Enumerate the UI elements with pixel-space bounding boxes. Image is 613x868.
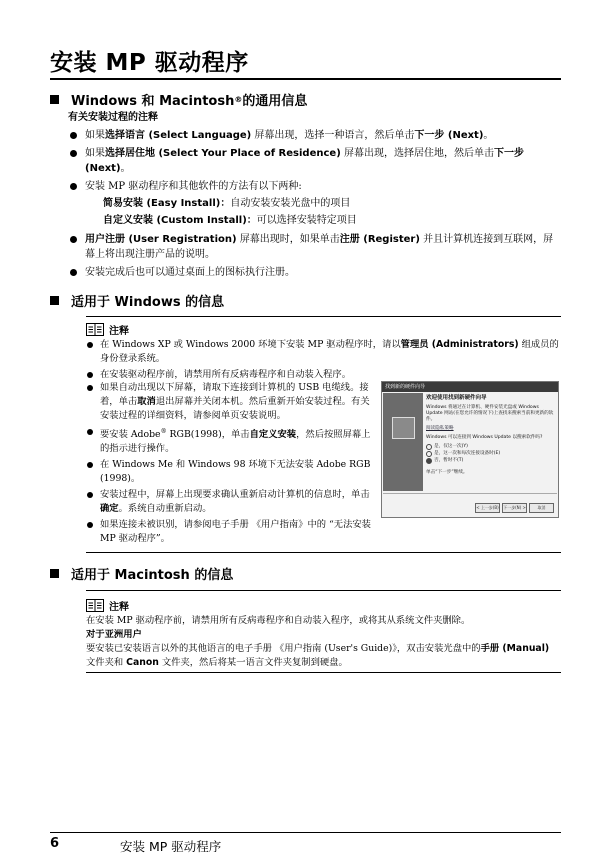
- general-heading-pre: Windows 和 Macintosh: [71, 94, 235, 109]
- text: 安装过程中，屏幕上出现要求确认重新启动计算机的信息时，单击: [100, 489, 370, 501]
- list-item-select-residence: [68, 146, 561, 176]
- text: 。: [120, 163, 131, 174]
- dialog-paragraph: Windows 将通过在计算机、硬件安装光盘或 Windows Update 网站(在您允许的情况下)上查找来搜索当前和更新的软件。: [426, 405, 554, 422]
- windows-note-header: [86, 322, 129, 337]
- keyword: 选择居住地 (Select Your Place of Residence): [105, 148, 341, 159]
- note-top-rule: [86, 590, 561, 591]
- registered-mark: ®: [234, 95, 243, 104]
- keyword: 下一步 (Next): [414, 130, 484, 141]
- page-number: 6: [50, 836, 60, 851]
- square-bullet-icon: [50, 95, 59, 104]
- radio-label: 是，这一次和每次连接设备时(E): [434, 451, 501, 456]
- section-heading-mac: [50, 564, 233, 583]
- next-button: 下一步(N) >: [502, 503, 527, 513]
- keyword: 下一步 (Next): [85, 148, 524, 174]
- list-item-user-registration: [68, 232, 561, 262]
- text: 文件夹，然后将某一语言文件夹复制到硬盘。: [158, 657, 348, 668]
- keyword: 用户注册 (User Registration): [85, 234, 237, 245]
- keyword: 确定: [100, 503, 119, 515]
- general-content: [68, 110, 561, 283]
- dialog-question: Windows 可以连接到 Windows Update 以搜索软件吗?: [426, 435, 543, 440]
- keyword: 手册 (Manual): [480, 643, 550, 654]
- text: 如果自动出现以下屏幕，请取下连接到计算机的 USB 电缆线。接着，单击: [100, 382, 369, 407]
- section-heading-general: [50, 90, 307, 109]
- book-icon: [86, 599, 104, 612]
- section-heading-windows: [50, 291, 224, 310]
- text: ，然后按照屏幕上的指示进行操作。: [100, 429, 371, 455]
- note-item-restart: [86, 488, 376, 516]
- note-top-rule: [86, 316, 561, 317]
- back-button: < 上一步(B): [475, 503, 500, 513]
- text: 组成员的身份登录系统。: [100, 339, 559, 364]
- text: 在 Windows XP 或 Windows 2000 环境下安装 MP 驱动程序时，请以: [100, 339, 401, 350]
- footer-title: 安装 MP 驱动程序: [120, 839, 222, 854]
- text: 如果: [85, 148, 105, 159]
- mac-note-line1: 在安装 MP 驱动程序前，请禁用所有反病毒程序和自动装入程序，或将其从系统文件夹删除。: [86, 615, 471, 626]
- general-subheading: 有关安装过程的注释: [68, 112, 158, 123]
- title-rule: [50, 78, 561, 80]
- note-bottom-rule: [86, 552, 561, 553]
- keyword: 选择语言 (Select Language): [105, 130, 252, 141]
- note-item-usb: [86, 381, 376, 423]
- easy-install-label: 简易安装 (Easy Install)：: [103, 198, 231, 209]
- install-methods: [85, 196, 561, 228]
- cancel-button: 取消: [529, 503, 554, 513]
- list-item-select-language: [68, 128, 561, 143]
- dialog-separator: [383, 493, 557, 494]
- custom-install-line: [103, 213, 561, 228]
- radio-option-once: [426, 444, 555, 450]
- text: 并且计算机连接到互联网，屏幕上将出现注册产品的说明。: [85, 234, 554, 260]
- windows-heading: 适用于 Windows 的信息: [71, 295, 225, 310]
- radio-selected-icon: [426, 458, 432, 464]
- square-bullet-icon: [50, 569, 59, 578]
- note-item-adobe-rgb: [86, 425, 376, 456]
- text: 安装 MP 驱动程序和其他软件的方法有以下两种:: [85, 181, 302, 192]
- custom-install-text: 可以选择安装特定项目: [256, 215, 357, 226]
- keyword: 管理员 (Administrators): [400, 339, 519, 350]
- text: 要安装已安装语言以外的其他语言的电子手册 《用户指南 (User's Guide)》，双击安装光盘中的: [86, 643, 481, 654]
- radio-label: 否，暂时不(T): [434, 458, 464, 463]
- text: 如果: [85, 130, 105, 141]
- dialog-side-panel: [383, 393, 423, 491]
- note-bottom-rule: [86, 672, 561, 673]
- text: 退出屏幕并关闭本机。然后重新开始安装过程。有关安装过程的详细资料，请参阅单页安装说明。: [100, 396, 370, 421]
- keyword: 注册 (Register): [339, 234, 420, 245]
- hardware-icon: [392, 417, 415, 439]
- radio-icon: [426, 444, 432, 450]
- privacy-link: 阅读隐私策略: [426, 426, 454, 431]
- note-label: 注释: [109, 326, 129, 337]
- mac-note-header: [86, 598, 129, 613]
- keyword: Canon: [126, 657, 159, 668]
- list-item-install-methods: [68, 179, 561, 228]
- radio-option-always: [426, 451, 555, 457]
- windows-note-body-top: [86, 338, 561, 384]
- radio-label: 是，仅这一次(Y): [434, 444, 468, 449]
- note-item-not-recognized: 如果连接未被识别，请参阅电子手册 《用户指南》中的 “无法安装 MP 驱动程序”。: [86, 518, 376, 546]
- note-label: 注释: [109, 602, 129, 613]
- text: 屏幕出现时，如果单击: [236, 234, 340, 245]
- page-title: 安装 MP 驱动程序: [50, 50, 249, 76]
- custom-install-label: 自定义安装 (Custom Install)：: [103, 215, 257, 226]
- easy-install-text: 自动安装安装光盘中的项目: [230, 198, 351, 209]
- mac-heading: 适用于 Macintosh 的信息: [71, 568, 234, 583]
- asia-users-label: 对于亚洲用户: [86, 629, 142, 640]
- list-item-register-later: 安装完成后也可以通过桌面上的图标执行注册。: [68, 265, 561, 280]
- dialog-title: 找到新的硬件向导: [382, 382, 558, 392]
- registered-mark: ®: [160, 428, 167, 435]
- keyword: 自定义安装: [249, 429, 297, 441]
- book-icon: [86, 323, 104, 336]
- easy-install-line: [103, 196, 561, 211]
- text: 文件夹和: [86, 657, 127, 668]
- radio-option-no: [426, 458, 555, 464]
- dialog-continue-text: 单击“下一步”继续。: [426, 470, 468, 475]
- text: 要安装 Adobe: [100, 429, 161, 441]
- radio-icon: [426, 451, 432, 457]
- keyword: 取消: [137, 396, 156, 407]
- text: 。系统自动重新启动。: [118, 503, 212, 515]
- note-item-win98: 在 Windows Me 和 Windows 98 环境下无法安装 Adobe RGB (1998)。: [86, 458, 376, 486]
- square-bullet-icon: [50, 296, 59, 305]
- mac-note-line2: [86, 642, 561, 670]
- footer-rule: [50, 832, 561, 833]
- text: 屏幕出现，选择居住地，然后单击: [340, 148, 494, 159]
- dialog-buttons: [475, 503, 554, 513]
- general-heading-post: 的通用信息: [242, 94, 308, 109]
- dialog-heading: 欢迎使用找到新硬件向导: [426, 395, 487, 401]
- note-item-admin: [86, 338, 561, 366]
- text: RGB(1998)，单击: [166, 429, 250, 441]
- dialog-main: [426, 395, 555, 479]
- note-item-disable-antivirus: 在安装驱动程序前，请禁用所有反病毒程序和自动装入程序。: [86, 368, 561, 382]
- text: 屏幕出现，选择一种语言，然后单击: [251, 130, 415, 141]
- windows-note-body-side: [86, 381, 376, 548]
- text: 。: [483, 130, 494, 141]
- new-hardware-wizard-screenshot: [381, 381, 559, 518]
- mac-note-body: [86, 614, 561, 670]
